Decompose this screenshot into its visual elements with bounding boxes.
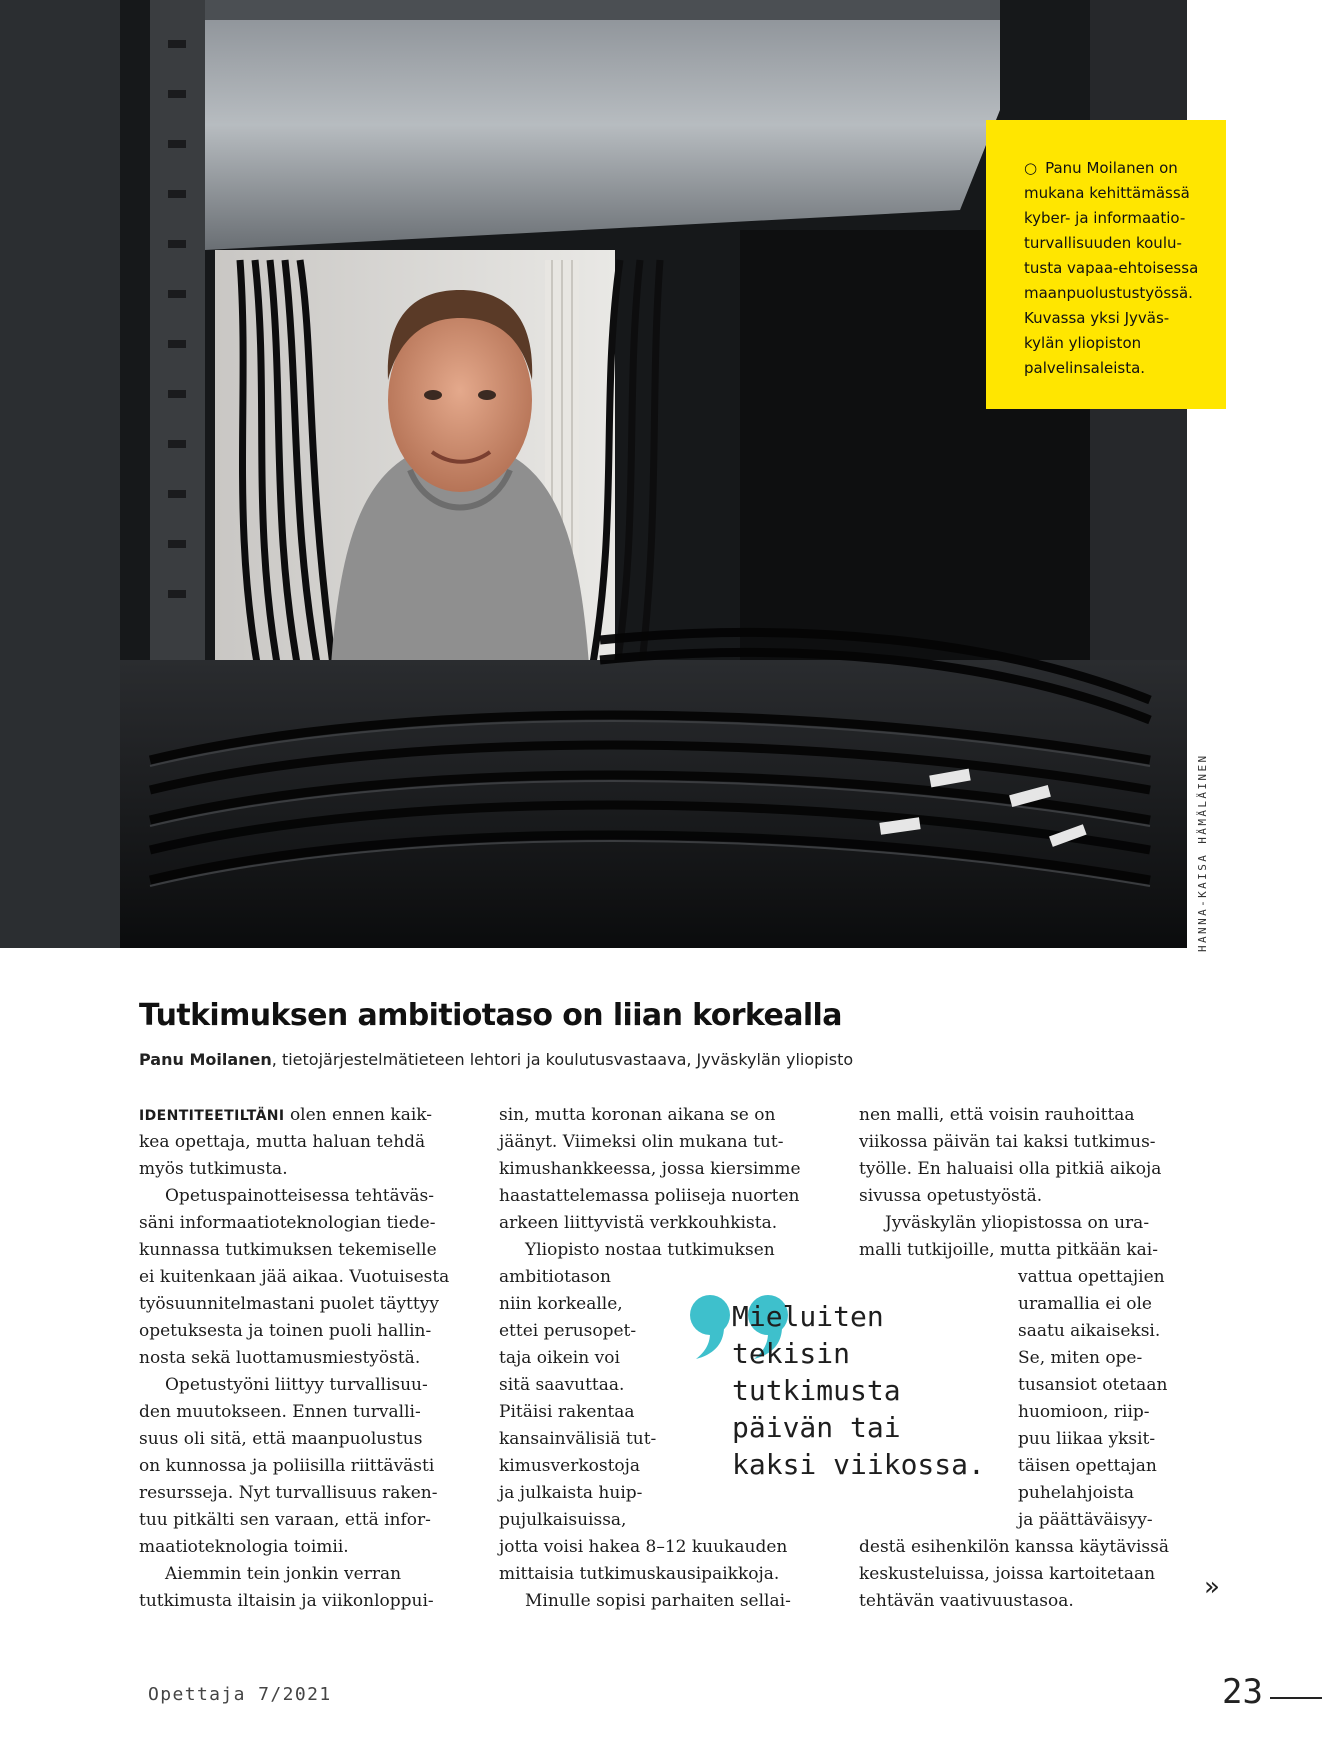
body-line: Opetustyöni liittyy turvallisuu-	[165, 1375, 428, 1395]
body-line: pujulkaisuissa,	[499, 1510, 627, 1530]
pull-quote-line: Mieluiten	[732, 1300, 884, 1333]
body-line: maatioteknologia toimii.	[139, 1537, 349, 1557]
body-line: työsuunnitelmastani puolet täyttyy	[139, 1294, 439, 1314]
body-line: kimushankkeessa, jossa kiersimme	[499, 1159, 801, 1179]
pull-quote-line: tutkimusta	[732, 1374, 901, 1407]
body-line: jotta voisi hakea 8–12 kuukauden	[499, 1537, 788, 1557]
lead-word: IDENTITEETILTÄNI	[139, 1108, 285, 1124]
body-line: resursseja. Nyt turvallisuus raken-	[139, 1483, 438, 1503]
body-line: täisen opettajan	[1018, 1456, 1157, 1476]
body-line: viikossa päivän tai kaksi tutkimus-	[859, 1132, 1156, 1152]
body-line: jäänyt. Viimeksi olin mukana tut-	[499, 1132, 784, 1152]
body-line: myös tutkimusta.	[139, 1159, 288, 1179]
body-line: ei kuitenkaan jää aikaa. Vuotuisesta	[139, 1267, 450, 1287]
body-line: suus oli sitä, että maanpuolustus	[139, 1429, 423, 1449]
body-line: tehtävän vaativuustasoa.	[859, 1591, 1074, 1611]
body-line: arkeen liittyvistä verkkouhkista.	[499, 1213, 778, 1233]
body-text: olen ennen kaik-	[284, 1105, 433, 1125]
body-line: huomioon, riip-	[1018, 1402, 1150, 1422]
pull-quote	[732, 1298, 985, 1483]
body-line: puu liikaa yksit-	[1018, 1429, 1156, 1449]
article-headline: Tutkimuksen ambitiotaso on liian korkealla	[139, 998, 842, 1033]
caption-line: mukana kehittämässä	[1024, 184, 1190, 202]
body-line: Minulle sopisi parhaiten sellai-	[525, 1591, 791, 1611]
caption-bullet-icon: ○	[1024, 159, 1038, 177]
body-line: sin, mutta koronan aikana se on	[499, 1105, 776, 1125]
body-line: den muutokseen. Ennen turvalli-	[139, 1402, 421, 1422]
body-line: säni informaatioteknologian tiede-	[139, 1213, 436, 1233]
body-line: niin korkealle,	[499, 1294, 623, 1314]
body-line: Aiemmin tein jonkin verran	[165, 1564, 402, 1584]
pull-quote-line: päivän tai	[732, 1411, 901, 1444]
body-line: kea opettaja, mutta haluan tehdä	[139, 1132, 426, 1152]
body-line: taja oikein voi	[499, 1348, 620, 1368]
body-line: työlle. En haluaisi olla pitkiä aikoja	[859, 1159, 1162, 1179]
body-line: kunnassa tutkimuksen tekemiselle	[139, 1240, 437, 1260]
caption-line: kyber- ja informaatio-	[1024, 209, 1186, 227]
body-line: Se, miten ope-	[1018, 1348, 1143, 1368]
body-line: tutkimusta iltaisin ja viikonloppui-	[139, 1591, 434, 1611]
body-column-1	[139, 1102, 457, 1615]
caption-line: Panu Moilanen on	[1045, 159, 1178, 177]
body-line: Jyväskylän yliopistossa on ura-	[885, 1213, 1150, 1233]
body-line: saatu aikaiseksi.	[1018, 1321, 1161, 1341]
pull-quote-line: tekisin	[732, 1337, 851, 1370]
caption-line: Kuvassa yksi Jyväs-	[1024, 309, 1170, 327]
body-line: Opetuspainotteisessa tehtäväs-	[165, 1186, 434, 1206]
caption-line: tusta vapaa-ehtoisessa	[1024, 259, 1199, 277]
photo-credit: HANNA-KAISA HÄMÄLÄINEN	[1196, 753, 1209, 952]
body-line: malli tutkijoille, mutta pitkään kai-	[859, 1240, 1158, 1260]
body-line: keskusteluissa, joissa kartoitetaan	[859, 1564, 1156, 1584]
body-line: vattua opettajien	[1018, 1267, 1165, 1287]
body-line: sitä saavuttaa.	[499, 1375, 625, 1395]
article-byline	[139, 1050, 853, 1069]
body-line: mittaisia tutkimuskausipaikkoja.	[499, 1564, 780, 1584]
page-number: 23	[1222, 1672, 1263, 1712]
page-number-rule	[1270, 1697, 1322, 1699]
body-line: ja julkaista huip-	[499, 1483, 643, 1503]
caption-line: maanpuolustustyössä.	[1024, 284, 1193, 302]
body-line: uramallia ei ole	[1018, 1294, 1152, 1314]
magazine-issue: Opettaja 7/2021	[148, 1684, 332, 1705]
body-line	[139, 1102, 457, 1129]
body-line: haastattelemassa poliiseja nuorten	[499, 1186, 800, 1206]
body-line: kansainvälisiä tut-	[499, 1429, 657, 1449]
body-line: sivussa opetustyöstä.	[859, 1186, 1043, 1206]
body-line: ja päättäväisyy-	[1018, 1510, 1153, 1530]
pull-quote-line: kaksi viikossa.	[732, 1448, 985, 1481]
body-line: opetuksesta ja toinen puoli hallin-	[139, 1321, 432, 1341]
body-line: nen malli, että voisin rauhoittaa	[859, 1105, 1135, 1125]
body-line: Pitäisi rakentaa	[499, 1402, 635, 1422]
body-line: puhelahjoista	[1018, 1483, 1134, 1503]
body-line: tusansiot otetaan	[1018, 1375, 1168, 1395]
body-line: destä esihenkilön kanssa käytävissä	[859, 1537, 1169, 1557]
body-line: ambitiotason	[499, 1267, 611, 1287]
byline-author: Panu Moilanen	[139, 1050, 272, 1069]
body-line: ettei perusopet-	[499, 1321, 637, 1341]
body-line: Yliopisto nostaa tutkimuksen	[525, 1240, 775, 1260]
body-line: nosta sekä luottamusmiestyöstä.	[139, 1348, 421, 1368]
caption-line: kylän yliopiston	[1024, 334, 1142, 352]
byline-role: , tietojärjestelmätieteen lehtori ja koulutusvastaava, Jyväskylän yliopisto	[271, 1050, 854, 1069]
body-line: on kunnossa ja poliisilla riittävästi	[139, 1456, 435, 1476]
body-line: tuu pitkälti sen varaan, että infor-	[139, 1510, 431, 1530]
caption-line: turvallisuuden koulu-	[1024, 234, 1182, 252]
photo-caption	[986, 120, 1226, 409]
caption-line: palvelinsaleista.	[1024, 359, 1146, 377]
double-chevron-right-icon: »	[1204, 1572, 1220, 1602]
body-line: kimusverkostoja	[499, 1456, 641, 1476]
